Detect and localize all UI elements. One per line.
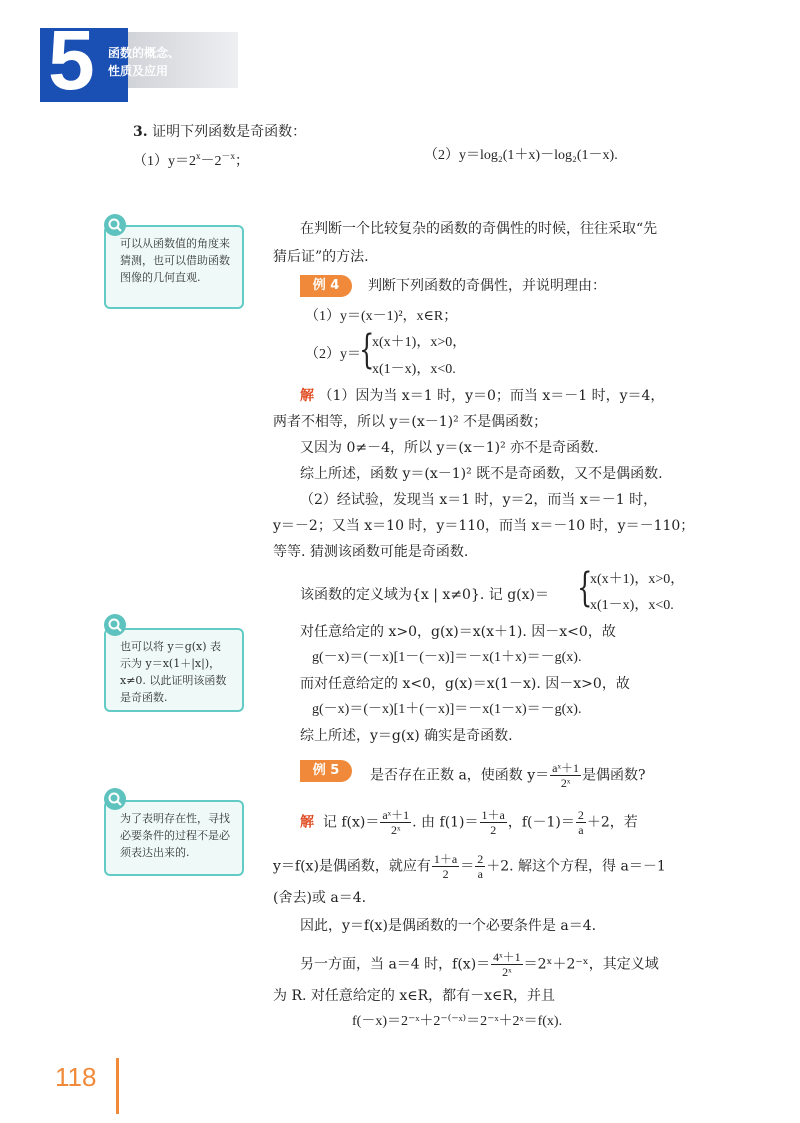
expr-end: ； [235,154,250,169]
exponent: x [196,151,201,161]
solution-4-line6: y＝－2；又当 x＝10 时，y＝110，而当 x＝－10 时，y＝－110； [273,518,695,534]
exercise-number: 3. [133,124,148,140]
solution-5-line2 [273,852,666,881]
chapter-title-line1: 函数的概念、 [108,46,181,60]
text: ，f(－1)＝ [507,814,575,831]
fraction: $\frac{1+a}{2}$ [481,808,505,837]
exercise-3-text: 证明下列函数是奇函数： [152,124,307,140]
solution-5-line3: (舍去)或 a＝4. [273,890,367,906]
text: ＝2ˣ＋2⁻ˣ，其定义域 [523,956,659,973]
text: . 由 f(1)＝ [412,814,479,831]
text: 记 f(x)＝ [322,814,380,831]
solution-5-line7: f(－x)＝2⁻ˣ＋2⁻⁽⁻ˣ⁾＝2⁻ˣ＋2ˣ＝f(x). [352,1014,563,1029]
piecewise-case-1: x(x＋1)，x>0， [372,335,467,350]
fraction: $\frac{1+a}{2}$ [433,852,458,881]
example-4-part1: （1）y＝(x－1)²，x∈R； [305,309,458,324]
part-label: （1） [133,154,168,169]
solution-5-line1 [300,808,638,837]
solution-text: （1）因为当 x＝1 时，y＝0；而当 x＝－1 时，y＝4， [318,388,665,404]
solution-label: 解 [300,388,314,404]
solution-4-line7: 等等. 猜测该函数可能是奇函数. [273,544,469,560]
solution-4-line2: 两者不相等，所以 y＝(x－1)² 不是偶函数； [273,414,548,430]
expr: －2 [200,154,222,169]
intro-line2: 猜后证”的方法. [273,249,369,265]
example-5-tag: 例 5 [300,760,352,782]
solution-4-line12: g(－x)＝(－x)[1＋(－x)]＝－x(1－x)＝－g(x). [312,702,582,717]
chapter-title-line2: 性质及应用 [108,64,169,78]
side-note-1 [104,225,244,309]
exponent: －x [221,151,236,161]
example-4-tag: 例 4 [300,275,352,297]
part-label: （2） [424,148,459,163]
solution-4-line5: （2）经试验，发现当 x＝1 时，y＝2，而当 x＝－1 时， [300,492,658,508]
side-note-2 [104,628,244,712]
text: y＝f(x)是偶函数，就应有 [273,858,431,875]
fraction: $\frac{2}{a}$ [477,852,484,881]
solution-5-line4: 因此，y＝f(x)是偶函数的一个必要条件是 a＝4. [300,918,597,934]
exercise-3-part1 [133,146,249,172]
piecewise-brace: { [359,327,375,373]
solution-4-line1 [300,386,664,406]
exercise-3-heading [133,122,306,142]
solution-5-line5 [300,950,659,979]
fraction: $\frac{\text{4ˣ＋1}}{\text{2ˣ}}$ [493,950,521,979]
page-number: 118 [55,1062,97,1092]
solution-4-line3: 又因为 0≠－4，所以 y＝(x－1)² 亦不是奇函数. [300,440,599,456]
text: ＋2. 解这个方程，得 a＝－1 [486,858,666,875]
text: ＋2，若 [586,814,638,831]
prompt-text: 是偶函数? [581,767,646,784]
intro-line1: 在判断一个比较复杂的函数的奇偶性的时候，往往采取“先 [300,221,658,237]
solution-4-line10: g(－x)＝(－x)[1－(－x)]＝－x(1＋x)＝－g(x). [312,650,582,665]
example-4-part2-label: （2）y＝ [305,347,361,362]
exercise-3-part2 [424,146,618,166]
domain-line: 该函数的定义域为{x | x≠0}. 记 g(x)＝ [300,587,549,603]
example-5-prompt [370,761,645,790]
text: ＝ [460,858,475,875]
solution-4-line9: 对任意给定的 x>0，g(x)＝x(x＋1). 因－x<0，故 [300,624,616,640]
side-note-text: 也可以将 y＝g(x) 表示为 y＝x(1＋|x|)，x≠0. 以此证明该函数是奇函数. [120,640,227,704]
side-note-text: 为了表明存在性，寻找必要条件的过程不是必须表达出来的. [120,812,230,859]
prompt-text: 是否存在正数 a，使函数 y＝ [370,767,550,784]
example-4-prompt: 判断下列函数的奇偶性，并说明理由： [368,278,606,294]
g-case-2: x(1－x)，x<0. [590,598,674,613]
fraction: $\frac{\text{aˣ＋1}}{\text{2ˣ}}$ [382,808,410,837]
side-note-text: 可以从函数值的角度来猜测，也可以借助函数图像的几何直观. [120,237,230,284]
fraction: $\frac{2}{a}$ [577,808,584,837]
magnifier-icon [104,614,126,636]
solution-5-line6: 为 R. 对任意给定的 x∈R，都有－x∈R，并且 [273,988,555,1004]
fraction: $\frac{\text{aˣ＋1}}{\text{2ˣ}}$ [552,761,579,790]
text: 另一方面，当 a＝4 时，f(x)＝ [300,956,491,973]
piecewise-case-2: x(1－x)，x<0. [372,362,456,377]
solution-4-line13: 综上所述，y＝g(x) 确实是奇函数. [300,728,513,744]
magnifier-icon [104,214,126,236]
expr: y＝2 [168,154,196,169]
side-note-3 [104,800,244,876]
page-number-divider [116,1058,119,1114]
solution-4-line11: 而对任意给定的 x<0，g(x)＝x(1－x). 因－x>0，故 [300,676,630,692]
solution-label: 解 [300,814,314,831]
g-case-1: x(x＋1)，x>0， [590,572,685,587]
piecewise-brace-g: { [577,565,593,611]
magnifier-icon [104,788,126,810]
chapter-number: 5 [48,13,95,107]
solution-4-line4: 综上所述，函数 y＝(x－1)² 既不是奇函数，又不是偶函数. [300,466,663,482]
expr: y＝log₂(1＋x)－log₂(1－x). [459,148,618,163]
